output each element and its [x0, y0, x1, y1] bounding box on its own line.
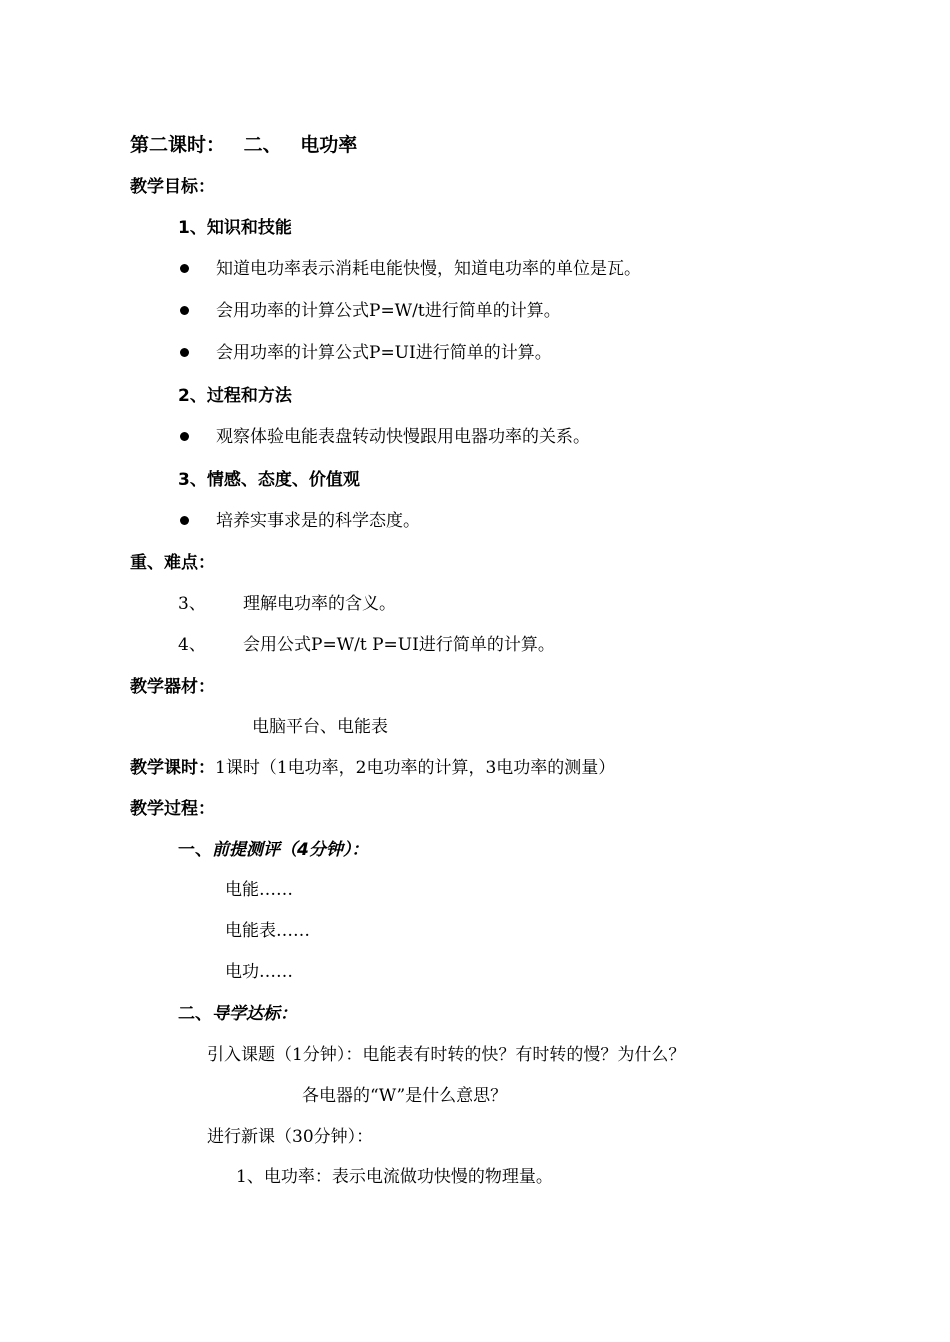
bullet-icon	[180, 264, 189, 273]
equipment-label: 教学器材：	[130, 677, 215, 697]
process-section-label: 教学过程：	[130, 799, 215, 819]
objectives-label: 教学目标：	[130, 177, 215, 197]
part1-title: 前提测评（4分钟）：	[212, 840, 369, 860]
key-points-label: 重、难点：	[130, 553, 215, 573]
hours-text: 1课时（1电功率，2电功率的计算，3电功率的测量）	[215, 758, 616, 778]
key-point-text: 理解电功率的含义。	[243, 594, 396, 614]
part2-number: 二、	[178, 1004, 212, 1024]
bullet-icon	[180, 348, 189, 357]
knowledge-item: 会用功率的计算公式P=UI进行简单的计算。	[216, 343, 552, 363]
part1-number: 一、	[178, 840, 212, 860]
part1-heading	[178, 839, 368, 861]
key-point-number: 3、	[178, 594, 206, 614]
equipment-text: 电脑平台、电能表	[252, 717, 388, 737]
part2-title: 导学达标：	[212, 1004, 297, 1024]
part2-intro-question: 各电器的“W”是什么意思？	[302, 1086, 508, 1106]
process-item: 观察体验电能表盘转动快慢跟用电器功率的关系。	[216, 427, 590, 447]
topic-title: 电功率	[300, 134, 358, 156]
part2-point: 1、电功率：表示电流做功快慢的物理量。	[236, 1167, 553, 1187]
hours-line	[130, 757, 615, 779]
bullet-icon	[180, 306, 189, 315]
emotion-item: 培养实事求是的科学态度。	[216, 511, 420, 531]
bullet-icon	[180, 432, 189, 441]
part2-new-lesson: 进行新课（30分钟）：	[207, 1127, 374, 1147]
lesson-label: 第二课时：	[130, 134, 226, 156]
part1-item: 电能……	[225, 880, 293, 900]
key-point-text: 会用公式P=W/t P=UI进行简单的计算。	[243, 635, 555, 655]
part1-item: 电能表……	[225, 921, 310, 941]
part1-item: 电功……	[225, 962, 293, 982]
bullet-icon	[180, 516, 189, 525]
process-label: 2、过程和方法	[178, 386, 292, 406]
knowledge-item: 知道电功率表示消耗电能快慢，知道电功率的单位是瓦。	[216, 259, 641, 279]
emotion-label: 3、情感、态度、价值观	[178, 470, 360, 490]
knowledge-label: 1、知识和技能	[178, 218, 292, 238]
knowledge-item: 会用功率的计算公式P=W/t进行简单的计算。	[216, 301, 561, 321]
page-heading	[130, 134, 357, 156]
part2-heading	[178, 1003, 297, 1025]
key-point-number: 4、	[178, 635, 206, 655]
section-number: 二、	[243, 134, 282, 156]
part2-intro: 引入课题（1分钟）：电能表有时转的快？有时转的慢？为什么？	[207, 1045, 686, 1065]
hours-label: 教学课时：	[130, 758, 215, 778]
